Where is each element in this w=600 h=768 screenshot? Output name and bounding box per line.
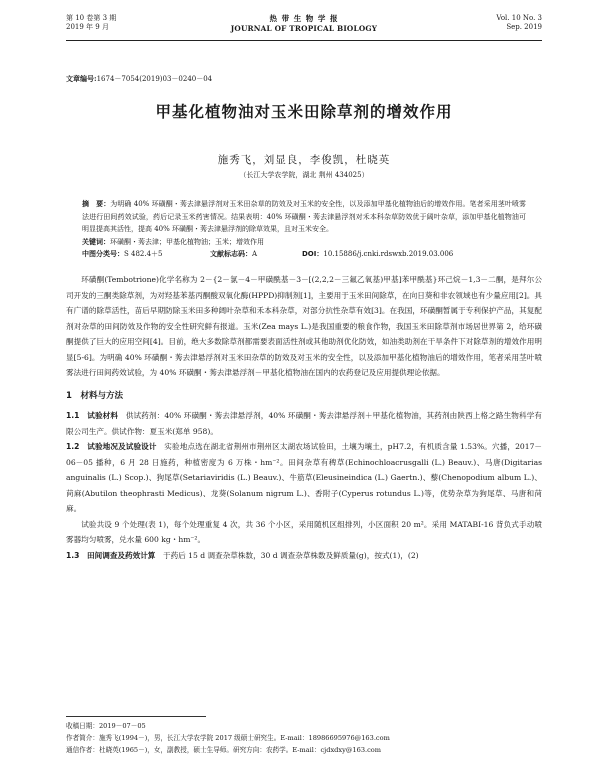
article-body: [66, 272, 542, 563]
doc-code-value: A: [252, 250, 258, 258]
clc-label: 中图分类号：: [82, 250, 124, 258]
footnote-divider: [66, 716, 206, 717]
article-number-value: 1674－7054(2019)03－0240－04: [96, 75, 213, 83]
classification-row: [82, 248, 526, 260]
header-date-en: Sep. 2019: [506, 23, 542, 31]
doi-label: DOI：: [302, 250, 324, 258]
subsection-1-1: [66, 408, 542, 439]
header-divider: [66, 40, 542, 41]
abstract: [82, 198, 526, 236]
section-number: 1: [66, 390, 72, 401]
subsection-1-2-head: 1.2 试验地况及试验设计: [66, 442, 157, 451]
subsection-1-2-design: 试验共设 9 个处理(表 1)，每个处理重复 4 次，共 36 个小区，采用随机区组排列，小区面积 20 m²。采用 MATABI-16 背负式手动喷雾器均匀喷雾，兑水量 600 kg・hm⁻²。: [66, 519, 542, 544]
subsection-1-2: [66, 439, 542, 517]
running-header: [66, 14, 542, 40]
clc-field: [82, 248, 210, 260]
doi-field: [302, 248, 453, 260]
footnote-corresponding: 通信作者：杜晓英(1965－)，女，副教授，硕士生导师。研究方向：农药学。E-mail：cjdxdxy@163.com: [66, 746, 382, 754]
abstract-label: 摘 要：: [82, 200, 111, 208]
doi-value: 10.15886/j.cnki.rdswxb.2019.03.006: [323, 250, 454, 258]
intro-paragraph: 环磺酮(Tembotrione)化学名称为 2－{2－氯－4－甲磺酰基－3－[(2,2,2－三氟乙氧基)甲基]苯甲酰基}环己烷－1,3－二酮，是拜尔公司开发的三酮类除草剂，为对羟基苯基丙酮酸双氧化酶(HPPD)抑制剂[1]，主要用于玉米田间除草，在向日葵和非农领域也有少量应用[2]。具有广谱的除草活性，苗后早期防除玉米田多种阔叶杂草和禾本科杂草，对部分抗性杂草有效[3]。在我国，环磺酮暂属于专利保护产品，其复配剂对杂草的田间防效及作物的安全性研究鲜有报道。玉米(Zea mays L.)是我国重要的粮食作物，我国玉米田除草剂市场居世界第 2，给环磺酮提供了巨大的应用空间[4]。目前，绝大多数除草剂都需要表面活性剂或其他助剂优化防效，如油类助剂在干旱条件下对除草剂的增效作用明显[5-6]。为明确 40% 环磺酮・莠去津悬浮剂对玉米田杂草的防效及对玉米的安全性，以及添加甲基化植物油后的增效作用，笔者采用茎叶喷雾法进行田间药效试验，为 40% 环磺酮・莠去津悬浮剂－甲基化植物油在国内的农药登记及应用提供理论依据。: [66, 275, 542, 377]
journal-name-en: JOURNAL OF TROPICAL BIOLOGY: [230, 23, 378, 33]
clc-value: S 482.4＋5: [124, 250, 163, 258]
abstract-text: 为明确 40% 环磺酮・莠去津悬浮剂对玉米田杂草的防效及对玉米的安全性，以及添加甲基化植物油后的增效作用。笔者采用茎叶喷雾法进行田间药效试验，药后记录玉米药害情况。结果表明：40% 环磺酮・莠去津悬浮剂对禾本科杂草防效优于阔叶杂草，添加甲基化植物油可明显提高其活性，提高 40% 环磺酮・莠去津悬浮剂的除草效果，且对玉米安全。: [82, 200, 526, 233]
journal-name-cn: 热 带 生 物 学 报: [269, 14, 339, 23]
keywords: [82, 236, 526, 249]
abstract-block: [66, 198, 542, 260]
keywords-text: 环磺酮・莠去津；甲基化植物油；玉米；增效作用: [110, 237, 264, 246]
footnote-block: [66, 716, 542, 756]
subsection-1-3-head: 1.3 田间调查及药效计算: [66, 550, 156, 560]
header-journal-name: [66, 14, 542, 33]
header-volume-cn: 第 10 卷第 3 期: [66, 14, 117, 22]
section-title: 材料与方法: [80, 390, 123, 401]
subsection-1-2-text: 实验地点选在湖北省荆州市荆州区太湖农场试验田，土壤为壤土，pH7.2，有机质含量 1.53%。穴播，2017－06－05 播种，6 月 28 日施药，种植密度为 6 万株・hm⁻²。田间杂草有稗草(Echinochloacrusgalli (L.) Beauv.)、马唐(Digitarias anguinalis (L.) Scop.)、狗尾草(Setariaviridis (L.) Beauv.)、牛筋草(Eleusineindica (L.) Gaertn.)、藜(Chenopodium album L.)、苘麻(Abutilon theophrasti Medicus)、龙葵(Solanum nigrum L.)、香附子(Cyperus rotundus L.)等，优势杂草为狗尾草、马唐和苘麻。: [66, 442, 543, 513]
subsection-1-1-head: 1.1 试验材料: [66, 411, 119, 420]
author-list: 施秀飞，刘显良，李俊凯，杜晓英: [217, 154, 391, 166]
article-title: 甲基化植物油对玉米田除草剂的增效作用: [155, 103, 453, 121]
article-number-label: 文章编号:: [66, 74, 97, 83]
footnote-received: 收稿日期：2019－07－05: [66, 722, 146, 730]
header-volume-en: Vol. 10 No. 3: [496, 14, 542, 22]
header-right: [496, 14, 542, 32]
subsection-1-3: [66, 548, 542, 564]
author-affiliation: （长江大学农学院，湖北 荆州 434025）: [239, 171, 369, 179]
doc-code-label: 文献标志码：: [210, 250, 252, 258]
header-date-cn: 2019 年 9 月: [66, 23, 109, 31]
article-number: [66, 74, 542, 84]
doc-code-field: [210, 248, 302, 260]
keywords-label: 关键词：: [82, 237, 110, 246]
section-heading-materials-methods: [66, 389, 542, 405]
subsection-1-1-text: 供试药剂：40% 环磺酮・莠去津悬浮剂，40% 环磺酮・莠去津悬浮剂＋甲基化植物油，其药剂由陕西上格之路生物科学有限公司生产。供试作物：夏玉米(郑单 958)。: [66, 411, 543, 436]
footnote-author-bio: 作者简介：施秀飞(1994－)，男，长江大学农学院 2017 级硕士研究生。E-mail：18986695976@163.com: [66, 734, 390, 742]
subsection-1-3-text: 于药后 15 d 调查杂草株数，30 d 调查杂草株数及鲜质量(g)，按式(1)，(2): [162, 550, 419, 560]
